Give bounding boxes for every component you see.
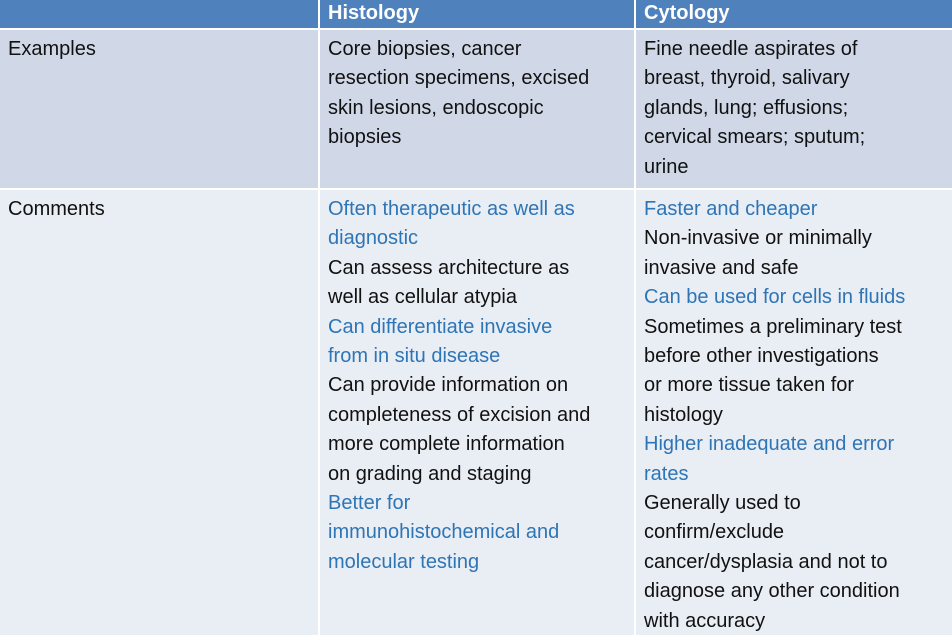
comment-line: Can be used for cells in fluids — [644, 286, 906, 309]
comment-line: diagnostic — [328, 227, 419, 250]
comment-line: diagnose any other condition — [644, 580, 900, 603]
comment-line: confirm/exclude — [644, 521, 785, 544]
comment-line: from in situ disease — [328, 345, 501, 368]
examples-cytology-cell — [634, 30, 952, 188]
examples-cytology-line: Fine needle aspirates of — [644, 38, 858, 60]
examples-cytology-line: cervical smears; sputum; — [644, 126, 866, 149]
examples-histology-line: skin lesions, endoscopic — [328, 96, 544, 119]
examples-label — [0, 30, 318, 188]
comment-line: Non-invasive or minimally — [644, 227, 872, 250]
comment-line: completeness of excision and — [328, 403, 591, 426]
comment-line: invasive and safe — [644, 256, 799, 279]
comment-line: on grading and staging — [328, 462, 532, 485]
comment-line: or more tissue taken for — [644, 374, 855, 397]
comment-line: rates — [644, 462, 689, 485]
examples-row — [0, 30, 952, 188]
comments-row — [0, 190, 952, 635]
examples-cytology-line: breast, thyroid, salivary — [644, 67, 850, 90]
comment-line: histology — [644, 403, 723, 426]
comment-line: immunohistochemical and — [328, 521, 560, 544]
comments-label — [0, 190, 318, 635]
comment-line: Can assess architecture as — [328, 256, 570, 279]
comments-label-text: Comments — [8, 198, 105, 220]
comment-line: Can differentiate invasive — [328, 315, 553, 338]
comments-histology-cell — [318, 190, 634, 635]
comment-line: Sometimes a preliminary test — [644, 315, 902, 338]
comment-line: more complete information — [328, 433, 565, 456]
comment-line: Better for — [328, 492, 411, 515]
comment-line: molecular testing — [328, 550, 480, 573]
comment-line: with accuracy — [644, 609, 766, 632]
header-histology: Histology — [318, 0, 634, 28]
comment-line: well as cellular atypia — [328, 286, 517, 309]
examples-cytology-line: urine — [644, 155, 689, 178]
examples-histology-line: Core biopsies, cancer — [328, 38, 522, 60]
examples-histology-cell — [318, 30, 634, 188]
comments-cytology-cell — [634, 190, 952, 635]
examples-label-text: Examples — [8, 38, 96, 60]
comment-line: Faster and cheaper — [644, 198, 818, 220]
header-cytology: Cytology — [634, 0, 952, 28]
examples-cytology-line: glands, lung; effusions; — [644, 96, 849, 119]
comment-line: Can provide information on — [328, 374, 569, 397]
header-empty-cell — [0, 0, 318, 28]
examples-histology-line: biopsies — [328, 126, 402, 149]
comment-line: Often therapeutic as well as — [328, 198, 575, 220]
comment-line: Generally used to — [644, 492, 801, 515]
comment-line: before other investigations — [644, 345, 879, 368]
header-row — [0, 0, 952, 28]
comment-line: Higher inadequate and error — [644, 433, 895, 456]
examples-histology-line: resection specimens, excised — [328, 67, 590, 90]
comment-line: cancer/dysplasia and not to — [644, 550, 888, 573]
